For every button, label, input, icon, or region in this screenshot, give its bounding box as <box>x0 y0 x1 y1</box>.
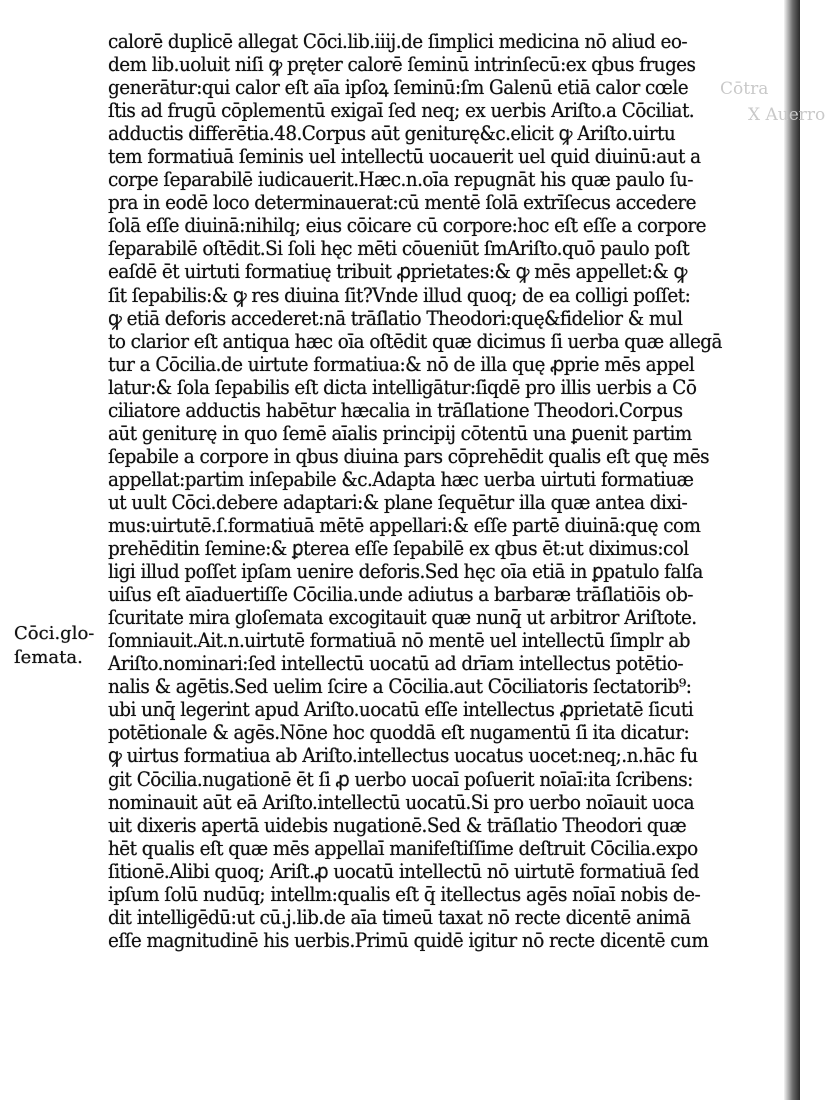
text-line: ſolā eſſe diuinā:nihilq; eius cōicare cū corpore:hoc eſt eſſe a corpore <box>108 213 706 238</box>
text-line: tem formatiuā ſeminis uel intellectū uocauerit uel quid diuinū:aut a <box>108 144 701 169</box>
text-line: mus:uirtutē.ſ.formatiuā mētē appellari:& eſſe partē diuinā:quę com <box>108 512 701 537</box>
text-line: ſit ſepabilis:& ꝙ res diuina ſit?Vnde illud quoq; de ea colligi poſſet: <box>108 282 691 307</box>
text-line: ſepabile a corpore in qbus diuina pars cōprehēdit qualis eſt quę mēs <box>108 443 710 468</box>
text-line: corpe ſeparabilē iudicauerit.Hæc.n.oīa repugnāt his quæ paulo ſu- <box>108 167 693 192</box>
bleed-through-text: Cōtra <box>720 79 769 99</box>
text-line: appellat:partim inſepabile &c.Adapta hæc uerba uirtuti formatiuæ <box>108 466 694 491</box>
text-line: ꝙ uirtus formatiua ab Ariſto.intellectus uocatus uocet:neq;.n.hāc fu <box>108 743 698 768</box>
text-line: eſſe magnitudinē his uerbis.Primū quidē igitur nō recte dicentē cum <box>108 927 709 952</box>
text-line: ſeparabilē oſtēdit.Si ſoli hęc mēti cōueniūt ſmAriſto.quō paulo poſt <box>108 236 690 261</box>
text-line: adductis differētia.48.Corpus aūt geniturę&c.elicit ꝙ Ariſto.uirtu <box>108 121 676 146</box>
text-line: latur:& ſola ſepabilis eſt dicta intelligātur:ſiqdē pro illis uerbis a Cō <box>108 374 697 399</box>
text-line: uiſus eſt aīaduertiſſe Cōcilia.unde adiutus a barbaræ trāſlatiōis ob- <box>108 582 693 607</box>
text-line: ꝙ etiā deforis accederet:nā trāſlatio Theodori:quę&fidelior & mul <box>108 305 683 330</box>
text-line: ubi unq̄ legerint apud Ariſto.uocatū eſſe intellectus ꝓprietatē ſicuti <box>108 697 694 722</box>
text-line: git Cōcilia.nugationē ēt ſi ꝓ uerbo uocaī poſuerit noīaī:ita ſcribens: <box>108 766 693 791</box>
text-line: nalis & agētis.Sed uelim ſcire a Cōcilia.aut Cōciliatoris ſectatorib⁹: <box>108 674 692 699</box>
page-edge-shadow <box>784 0 800 1100</box>
text-line: generātur:qui calor eſt aīa ipſoꝝ ſeminū:ſm Galenū etiā calor cœle <box>108 75 689 100</box>
text-line: ſtis ad frugū cōplementū exigaī ſed neq; ex uerbis Ariſto.a Cōciliat. <box>108 98 695 123</box>
text-line: ciliatore adductis habētur hæcalia in trāſlatione Theodori.Corpus <box>108 397 683 422</box>
bleed-through-text: X Auerro <box>748 105 825 125</box>
text-line: ſcuritate mira gloſemata excogitauit quæ nunq̄ ut arbitror Ariſtote. <box>108 605 697 630</box>
text-line: calorē duplicē allegat Cōci.lib.iiij.de ſimplici medicina nō aliud eo- <box>108 29 688 53</box>
text-line: dit intelligēdū:ut cū.j.lib.de aīa timeū taxat nō recte dicentē animā <box>108 904 691 929</box>
marginal-note-line: ſemata. <box>14 647 83 668</box>
main-text-block <box>108 30 740 952</box>
marginal-note-line: Cōci.glo- <box>14 623 95 644</box>
text-line: hēt qualis eſt quæ mēs appellaī manifeſtiſſime deſtruit Cōcilia.expo <box>108 835 698 860</box>
text-line: prehēditin ſemine:& ꝑterea eſſe ſepabilē ex qbus ēt:ut diximus:col <box>108 536 689 561</box>
text-line: pra in eodē loco determinauerat:cū mentē ſolā extrīſecus accedere <box>108 190 697 215</box>
text-line: uit dixeris apertā uidebis nugationē.Sed & trāſlatio Theodori quæ <box>108 812 687 837</box>
text-line: potētionale & agēs.Nōne hoc quoddā eſt nugamentū ſi ita dicatur: <box>108 720 690 745</box>
marginal-note <box>14 622 106 670</box>
text-line: nominauit aūt eā Ariſto.intellectū uocatū.Si pro uerbo noīauit uoca <box>108 789 695 814</box>
text-line: to clarior eſt antiqua hæc oīa oſtēdit quæ dicimus ſi uerba quæ allegā <box>108 328 722 353</box>
text-line: tur a Cōcilia.de uirtute formatiua:& nō de illa quę ꝓprie mēs appel <box>108 351 695 376</box>
text-line: aūt geniturę in quo ſemē aīalis principij cōtentū una ꝑuenit partim <box>108 420 692 445</box>
text-line: eaſdē ēt uirtuti formatiuę tribuit ꝓprietates:& ꝙ mēs appellet:& ꝙ <box>108 259 687 284</box>
text-line: ſomniauit.Ait.n.uirtutē formatiuā nō mentē uel intellectū ſimplr ab <box>108 628 690 653</box>
text-line: ligi illud poſſet ipſam uenire deforis.Sed hęc oīa etiā in ꝑpatulo falſa <box>108 559 703 584</box>
text-line: ut uult Cōci.debere adaptari:& plane ſequētur illa quæ antea dixi- <box>108 489 688 514</box>
text-line: ipſum ſolū nudūq; intellm:qualis eſt q̄ itellectus agēs noīaī nobis de- <box>108 881 701 906</box>
text-line: dem lib.uoluit niſi ꝙ pręter calorē ſeminū intrinſecū:ex qbus fruges <box>108 52 696 77</box>
text-line: Ariſto.nominari:ſed intellectū uocatū ad drīam intellectus potētio- <box>108 651 684 676</box>
text-line: ſitionē.Alibi quoq; Ariſt.ꝓ uocatū intellectū nō uirtutē formatiuā ſed <box>108 858 699 883</box>
